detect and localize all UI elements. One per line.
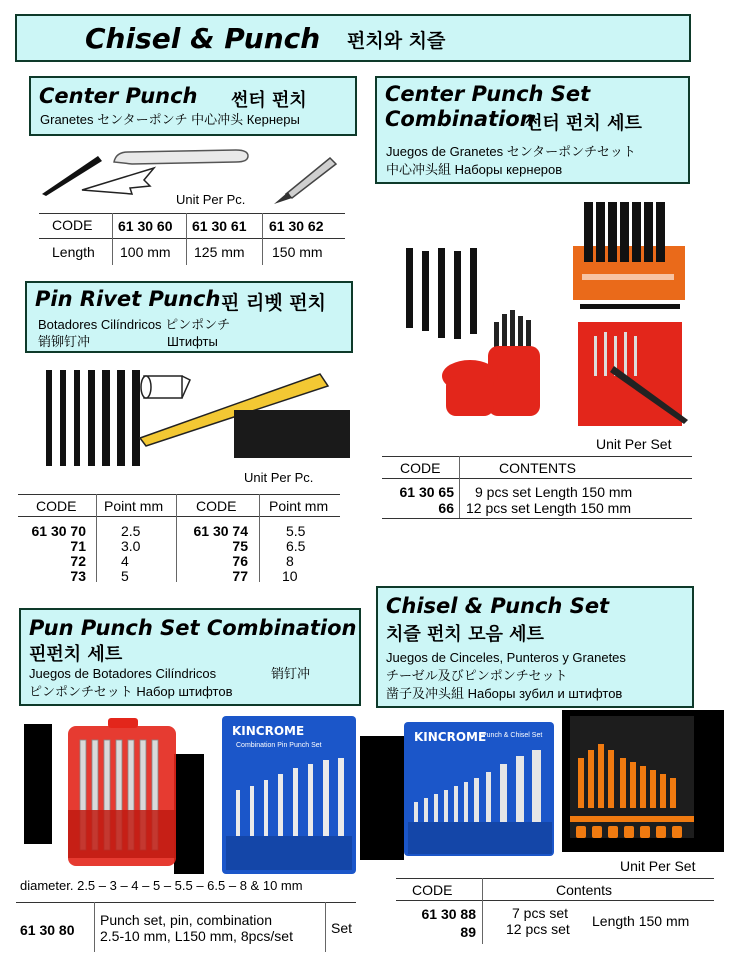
pin-col-code-2: CODE: [196, 498, 237, 514]
chisel-set-pouch-tools: [404, 742, 554, 856]
chisel-set-pouch: [404, 722, 554, 856]
chisel-table-col: [482, 878, 483, 944]
pun-set-header: [19, 608, 361, 706]
chisel-row-contents: 7 pcs set: [512, 905, 569, 921]
pun-row-unit: Set: [331, 920, 353, 936]
cps-table-bottom: [382, 518, 692, 519]
pin-row-code: 71: [70, 538, 86, 554]
center-punch-table-mid: [39, 238, 345, 239]
pin-col-code: CODE: [36, 498, 77, 514]
center-punch-code: 61 30 60: [118, 218, 173, 234]
center-punch-table-col3: [262, 213, 263, 265]
chisel-table-top: [396, 878, 714, 879]
pin-row-point: 6.5: [286, 538, 306, 554]
pin-row-point: 5: [121, 568, 129, 584]
pun-set-subtitle-2: 销钉冲: [271, 666, 311, 681]
pin-rivet-title-ko: 핀 리벳 펀치: [221, 292, 326, 314]
center-punch-set-unit: Unit Per Set: [596, 436, 672, 452]
chisel-row-code: 89: [460, 924, 476, 940]
center-punch-length: 100 mm: [120, 244, 171, 260]
pin-row-point: 8: [286, 553, 294, 569]
page-title-ko: 펀치와 치즐: [347, 30, 446, 52]
pin-col-point: Point mm: [104, 498, 164, 514]
pun-set-pouch: [222, 716, 356, 874]
center-punch-title: Center Punch: [39, 84, 198, 108]
pin-row-point: 4: [121, 553, 129, 569]
center-punch-set-title-ko: 썬터 펀치 세트: [525, 113, 642, 134]
pin-row-code: 72: [70, 553, 86, 569]
center-punch-table-col2: [186, 213, 187, 265]
center-punch-code: 61 30 61: [192, 218, 247, 234]
pin-table-col3: [259, 494, 260, 582]
center-punch-length: 125 mm: [194, 244, 245, 260]
pun-set-pack-label: Combination Pin Punch Set: [236, 742, 322, 749]
center-punch-set-title: Center Punch Set: [385, 82, 591, 106]
center-punch-subtitle: Granetes センターポンチ 中心冲头 Кернеры: [40, 112, 300, 127]
pin-rivet-subtitle: Botadores Cilíndricos ピンポンチ: [38, 317, 231, 332]
pun-set-image-stand: [24, 714, 204, 876]
pin-rivet-unit: Unit Per Pc.: [244, 470, 314, 485]
pun-row-desc: Punch set, pin, combination: [100, 912, 272, 928]
pin-row-point: 5.5: [286, 523, 306, 539]
center-punch-title-ko: 썬터 펀치: [231, 90, 307, 111]
pun-table-top: [16, 902, 356, 903]
center-punch-table-col1: [112, 213, 113, 265]
chisel-set-subtitle-2: チーゼル及びピンポンチセット: [386, 668, 568, 683]
chisel-set-subtitle: Juegos de Cinceles, Punteros y Granetes: [386, 650, 626, 665]
pin-row-code: 61 30 74: [193, 523, 248, 539]
center-punch-set-header: [375, 76, 690, 184]
cps-table-col: [459, 456, 460, 518]
pin-row-code: 73: [70, 568, 86, 584]
chisel-set-title: Chisel & Punch Set: [386, 594, 610, 618]
pin-rivet-title: Pin Rivet Punch: [35, 287, 221, 311]
chisel-row-length: Length 150 mm: [592, 913, 690, 929]
center-punch-set-subtitle-2: 中心冲头組 Наборы кернеров: [386, 162, 563, 177]
pin-rivet-image: [40, 366, 350, 468]
chisel-col-contents: Contents: [556, 882, 613, 898]
chisel-row-contents: 12 pcs set: [506, 921, 570, 937]
page-title: Chisel & Punch: [85, 22, 321, 55]
pin-rivet-header: [25, 281, 353, 353]
chisel-set-orange-card: [562, 710, 724, 852]
center-punch-length-label: Length: [52, 244, 95, 260]
kincrome-logo: KINCROME: [232, 724, 305, 738]
center-punch-set-image: [398, 196, 698, 432]
pun-set-pouch-punches: [222, 750, 356, 874]
cps-row-code: 66: [438, 500, 454, 516]
chisel-set-header: [376, 586, 694, 708]
pun-table-col1: [94, 902, 95, 952]
pin-rivet-subtitle-3: Штифты: [167, 334, 218, 349]
kincrome-logo: KINCROME: [414, 730, 487, 744]
pun-set-title-ko: 핀펀치 세트: [29, 644, 123, 665]
center-punch-set-title-2: Combination: [385, 107, 535, 131]
pin-row-code: 76: [232, 553, 248, 569]
pun-table-col2: [325, 902, 326, 952]
pin-row-point: 3.0: [121, 538, 141, 554]
pun-set-diameter: diameter. 2.5 – 3 – 4 – 5 – 5.5 – 6.5 – 8 & 10 mm: [20, 878, 303, 893]
center-punch-code: 61 30 62: [269, 218, 324, 234]
black-block: [360, 736, 404, 860]
chisel-col-code: CODE: [412, 882, 453, 898]
cps-col-code: CODE: [400, 460, 441, 476]
pin-row-point: 2.5: [121, 523, 141, 539]
center-punch-length: 150 mm: [272, 244, 323, 260]
cps-table-top: [382, 456, 692, 457]
center-punch-table-top: [39, 213, 345, 214]
cps-table-mid: [382, 478, 692, 479]
chisel-table-mid: [396, 900, 714, 901]
header-banner: [15, 14, 691, 62]
chisel-set-subtitle-3: 凿子及冲头組 Наборы зубил и штифтов: [386, 686, 623, 701]
cps-col-contents: CONTENTS: [499, 460, 576, 476]
pun-set-subtitle-3: ピンポンチセット Набор штифтов: [29, 684, 233, 699]
pin-row-code: 77: [232, 568, 248, 584]
chisel-set-pack-label: Punch & Chisel Set: [482, 732, 543, 739]
cps-row-contents: 9 pcs set Length 150 mm: [475, 484, 633, 500]
pun-row-code: 61 30 80: [20, 922, 75, 938]
orange-card-tools: [570, 730, 694, 840]
pin-table-top: [18, 494, 340, 495]
pin-col-point-2: Point mm: [269, 498, 329, 514]
center-punch-code-label: CODE: [52, 217, 93, 233]
cps-row-code: 61 30 65: [399, 484, 454, 500]
center-punch-unit: Unit Per Pc.: [176, 192, 246, 207]
chisel-row-code: 61 30 88: [421, 906, 476, 922]
pin-row-point: 10: [282, 568, 298, 584]
pun-set-subtitle: Juegos de Botadores Cilíndricos: [29, 666, 217, 681]
pin-table-mid: [18, 516, 340, 517]
pin-row-code: 75: [232, 538, 248, 554]
chisel-set-unit: Unit Per Set: [620, 858, 696, 874]
center-punch-set-subtitle: Juegos de Granetes センターポンチセット: [386, 144, 636, 159]
pin-table-col1: [96, 494, 97, 582]
cps-row-contents: 12 pcs set Length 150 mm: [466, 500, 631, 516]
pin-row-code: 61 30 70: [31, 523, 86, 539]
center-punch-header: [29, 76, 357, 136]
chisel-set-title-ko: 치즐 펀치 모음 세트: [386, 624, 544, 645]
pun-row-desc-2: 2.5-10 mm, L150 mm, 8pcs/set: [100, 928, 293, 944]
pin-rivet-subtitle-2: 销铆钉冲: [38, 334, 91, 349]
pun-set-title: Pun Punch Set Combination: [29, 616, 357, 640]
